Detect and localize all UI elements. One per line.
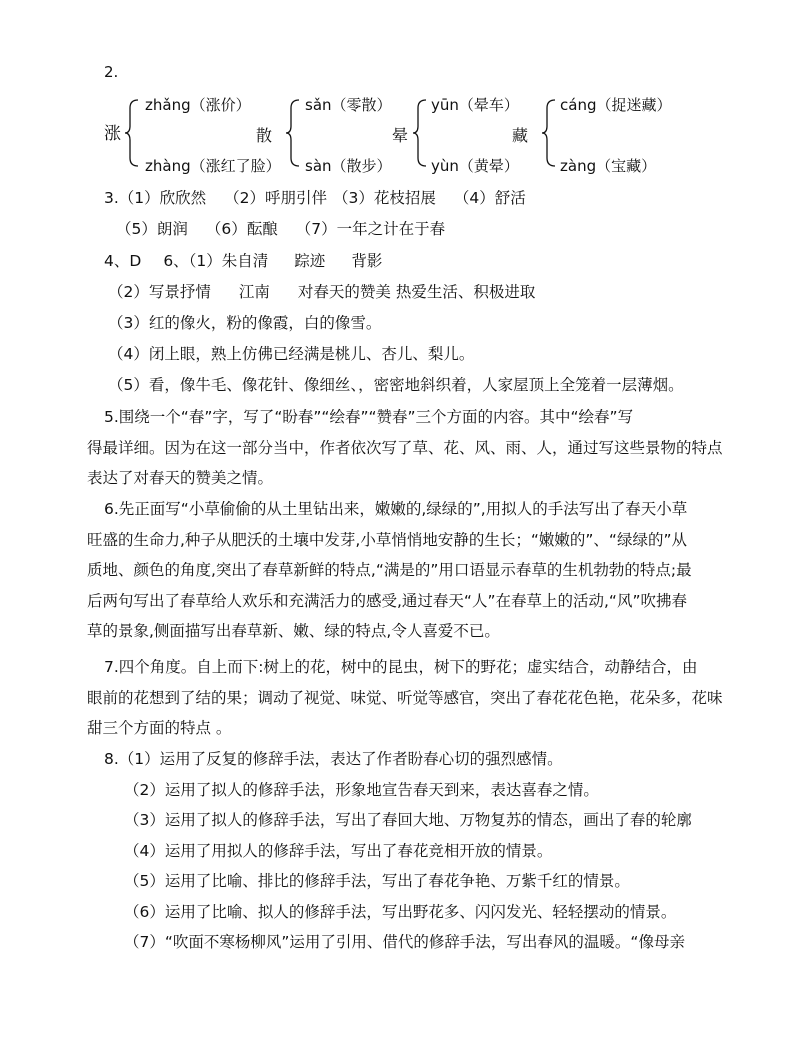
q2-char-yun: 晕: [392, 126, 409, 145]
q2-reading-bottom: zàng（宝藏）: [560, 157, 657, 175]
q2-char-cang: 藏: [512, 126, 529, 145]
q8-item: （4）运用了用拟人的修辞手法，写出了春花竞相开放的情景。: [124, 841, 553, 860]
q8-list: [104, 744, 692, 958]
q6-sub-4: （4）闭上眼，熟上仿佛已经满是桃儿、杏儿、梨儿。: [108, 345, 475, 363]
q2-reading-top: zhǎng（涨价）: [145, 96, 251, 114]
q6-sub-2: （2）写景抒情 江南 对春天的赞美 热爱生活、积极进取: [108, 283, 536, 301]
q2-reading-bottom: zhàng（涨红了脸）: [145, 157, 281, 175]
brace-icon: [541, 98, 557, 168]
q2-reading-bottom: yùn（黄晕）: [431, 157, 519, 175]
brace-icon: [124, 98, 140, 168]
q2-reading-top: sǎn（零散）: [305, 96, 392, 114]
q8-item: （7）“吹面不寒杨柳风”运用了引用、借代的修辞手法，写出春风的温暖。“像母亲: [124, 933, 685, 951]
q2-reading-bottom: sàn（散步）: [305, 157, 392, 175]
q4-q6-line: 4、D 6、（1）朱自清 踪迹 背影: [104, 252, 383, 270]
q8-item: （2）运用了拟人的修辞手法，形象地宣告春天到来，表达喜春之情。: [124, 780, 599, 799]
q8-item: 8.（1）运用了反复的修辞手法，表达了作者盼春心切的强烈感情。: [104, 750, 563, 768]
q2-char-san: 散: [256, 126, 273, 145]
q6-sub-3: （3）红的像火，粉的像霞，白的像雪。: [108, 314, 382, 332]
q5-paragraph: 5.围绕一个“春”字，写了“盼春”“绘春”“赞春”三个方面的内容。其中“绘春”写 得最详细。因为在这一部分当中，作者依次写了草、花、风、雨、人，通过写这些景物的特点 表达了对春天的赞美之情。: [87, 408, 723, 487]
q3-line-2: （5）朗润 （6）酝酿 （7）一年之计在于春: [116, 220, 446, 238]
q3-line-1: 3.（1）欣欣然 （2）呼朋引伴 （3）花枝招展 （4）舒活: [104, 189, 526, 207]
q2-char-zhang: 涨: [104, 124, 121, 144]
brace-icon: [412, 98, 428, 168]
q8-item: （6）运用了比喻、拟人的修辞手法，写出野花多、闪闪发光、轻轻摆动的情景。: [124, 902, 677, 921]
brace-icon: [285, 98, 301, 168]
q7-paragraph: 7.四个角度。自上而下:树上的花，树中的昆虫，树下的野花；虚实结合，动静结合，由 眼前的花想到了结的果；调动了视觉、味觉、听觉等感官，突出了春花花色艳，花朵多，花味 甜三个方面的特点 。: [87, 658, 723, 737]
q2-reading-top: cáng（捉迷藏）: [560, 96, 672, 114]
q8-item: （3）运用了拟人的修辞手法，写出了春回大地、万物复苏的情态，画出了春的轮廓: [124, 811, 692, 829]
q8-item: （5）运用了比喻、排比的修辞手法，写出了春花争艳、万紫千红的情景。: [124, 872, 630, 890]
q6-sub-5: （5）看，像牛毛、像花针、像细丝、，密密地斜织着，人家屋顶上全笼着一层薄烟。: [108, 376, 684, 394]
q2-number: 2.: [104, 63, 119, 81]
q6-paragraph: 6.先正面写“小草偷偷的从土里钻出来，嫩嫩的,绿绿的”,用拟人的手法写出了春天小草 旺盛的生命力,种子从肥沃的土壤中发芽,小草悄悄地安静的生长；“嫩嫩的”、“绿绿的”从 质地、颜色的角度,突出了春草新鲜的特点,“满是的”用口语显示春草的生机勃勃的特点;最 后两句写出了春草给人欢乐和充满活力的感受,通过春天“人”在春草上的活动,“风”吹拂春 草的景象,侧面描写出春草新、嫩、绿的特点,令人喜爱不已。: [87, 500, 692, 640]
q2-reading-top: yūn（晕车）: [431, 96, 519, 114]
